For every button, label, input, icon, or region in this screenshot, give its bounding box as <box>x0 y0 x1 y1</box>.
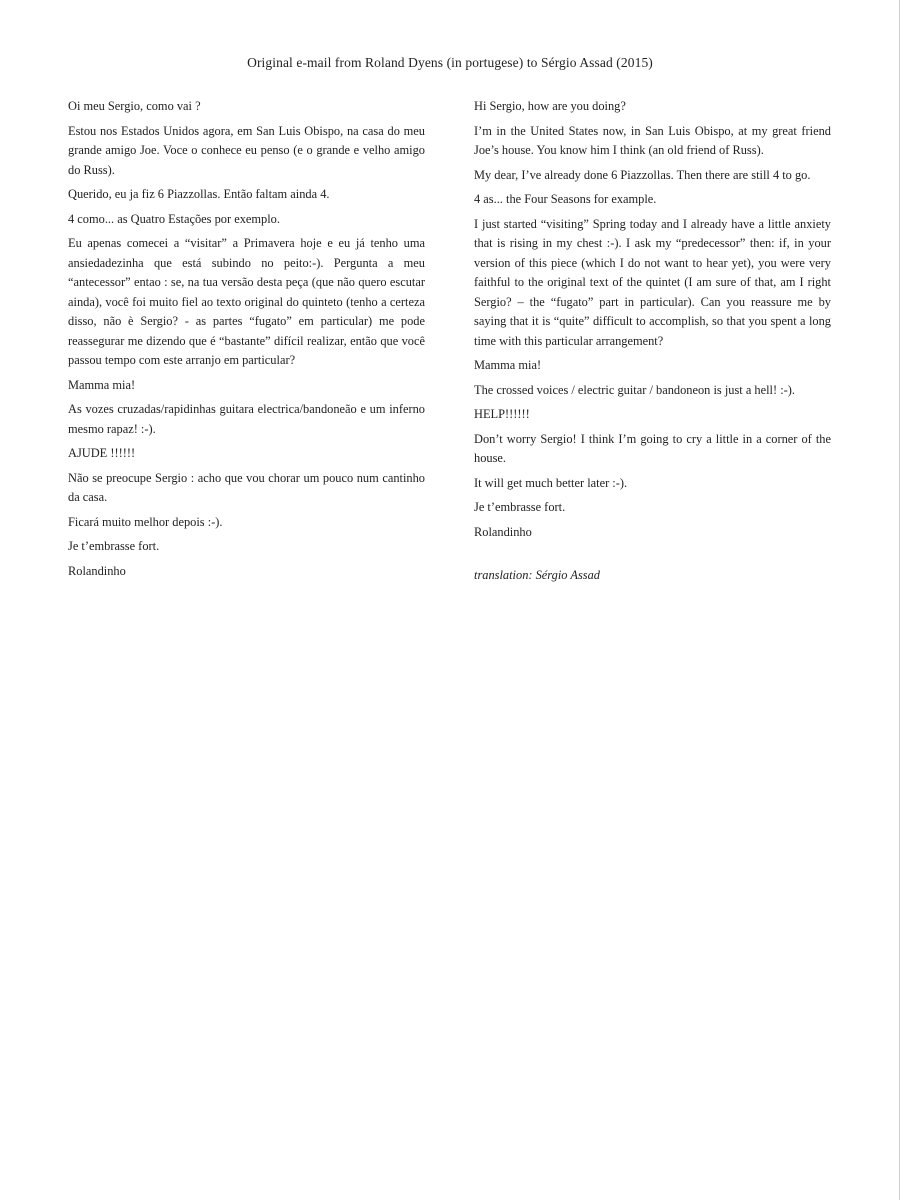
pt-paragraph-worry: Não se preocupe Sergio : acho que vou chorar um pouco num cantinho da casa. <box>68 470 425 504</box>
pt-paragraph-four-seasons: 4 como... as Quatro Estações por exemplo. <box>68 211 280 226</box>
en-exclamation: Mamma mia! <box>474 358 542 372</box>
en-paragraph-four-seasons: 4 as... the Four Seasons for example. <box>474 192 657 206</box>
pt-paragraph-voices: As vozes cruzadas/rapidinhas guitara electrica/bandoneão e um inferno mesmo rapaz! :-). <box>68 402 425 436</box>
translation-credit: translation: Sérgio Assad <box>474 568 600 582</box>
document-title: Original e-mail from Roland Dyens (in portugese) to Sérgio Assad (2015) <box>247 55 653 70</box>
en-greeting: Hi Sergio, how are you doing? <box>474 99 626 113</box>
portuguese-column <box>68 97 425 586</box>
english-column <box>474 97 831 591</box>
pt-paragraph-better: Ficará muito melhor depois :-). <box>68 514 223 529</box>
en-paragraph-better: It will get much better later :-). <box>474 475 628 490</box>
en-signature: Rolandinho <box>474 524 532 539</box>
pt-exclamation: Mamma mia! <box>68 377 136 392</box>
en-paragraph-piazzollas: My dear, I’ve already done 6 Piazzollas. Then there are still 4 to go. <box>474 167 811 182</box>
pt-help: AJUDE !!!!!! <box>68 446 136 460</box>
en-closing: Je t’embrasse fort. <box>474 500 566 514</box>
pt-greeting: Oi meu Sergio, como vai ? <box>68 99 201 113</box>
en-help: HELP!!!!!! <box>474 407 530 421</box>
en-paragraph-location: I’m in the United States now, in San Luis Obispo, at my great friend Joe’s house. You know him I think (an old friend of Russ). <box>474 123 831 157</box>
en-paragraph-voices: The crossed voices / electric guitar / bandoneon is just a hell! :-). <box>474 382 796 397</box>
en-paragraph-worry: Don’t worry Sergio! I think I’m going to cry a little in a corner of the house. <box>474 431 831 465</box>
en-paragraph-spring: I just started “visiting” Spring today and I already have a little anxiety that is rising in my chest :-). I ask my “predecessor” then: if, in your version of this piece (which I do not want to hear yet), you were very faithful to the original text of the quintet (I am sure of that, am I right Sergio? – the “fugato” part in particular). Can you reassure me by saying that it is “quite” difficult to accomplish, so that you spent a long time with this particular arrangement? <box>474 216 831 348</box>
pt-paragraph-spring: Eu apenas comecei a “visitar” a Primavera hoje e eu já tenho uma ansiedadezinha que está subindo no peito:-). Pergunta a meu “antecessor” entao : se, na tua versão desta peça (que não quero escutar ainda), você foi muito fiel ao texto original do quinteto (tenho a certeza disso, não è Sergio? - as partes “fugato” em particular) me pode reassegurar me dizendo que é “bastante” difícil realizar, então que você passou tempo com este arranjo em particular? <box>68 236 425 367</box>
pt-signature: Rolandinho <box>68 563 126 578</box>
pt-closing: Je t’embrasse fort. <box>68 539 160 553</box>
pt-paragraph-location: Estou nos Estados Unidos agora, em San Luis Obispo, na casa do meu grande amigo Joe. Voce o conhece eu penso (e o grande e velho amigo do Russ). <box>68 123 425 177</box>
pt-paragraph-piazzollas: Querido, eu ja fiz 6 Piazzollas. Então faltam ainda 4. <box>68 187 330 201</box>
